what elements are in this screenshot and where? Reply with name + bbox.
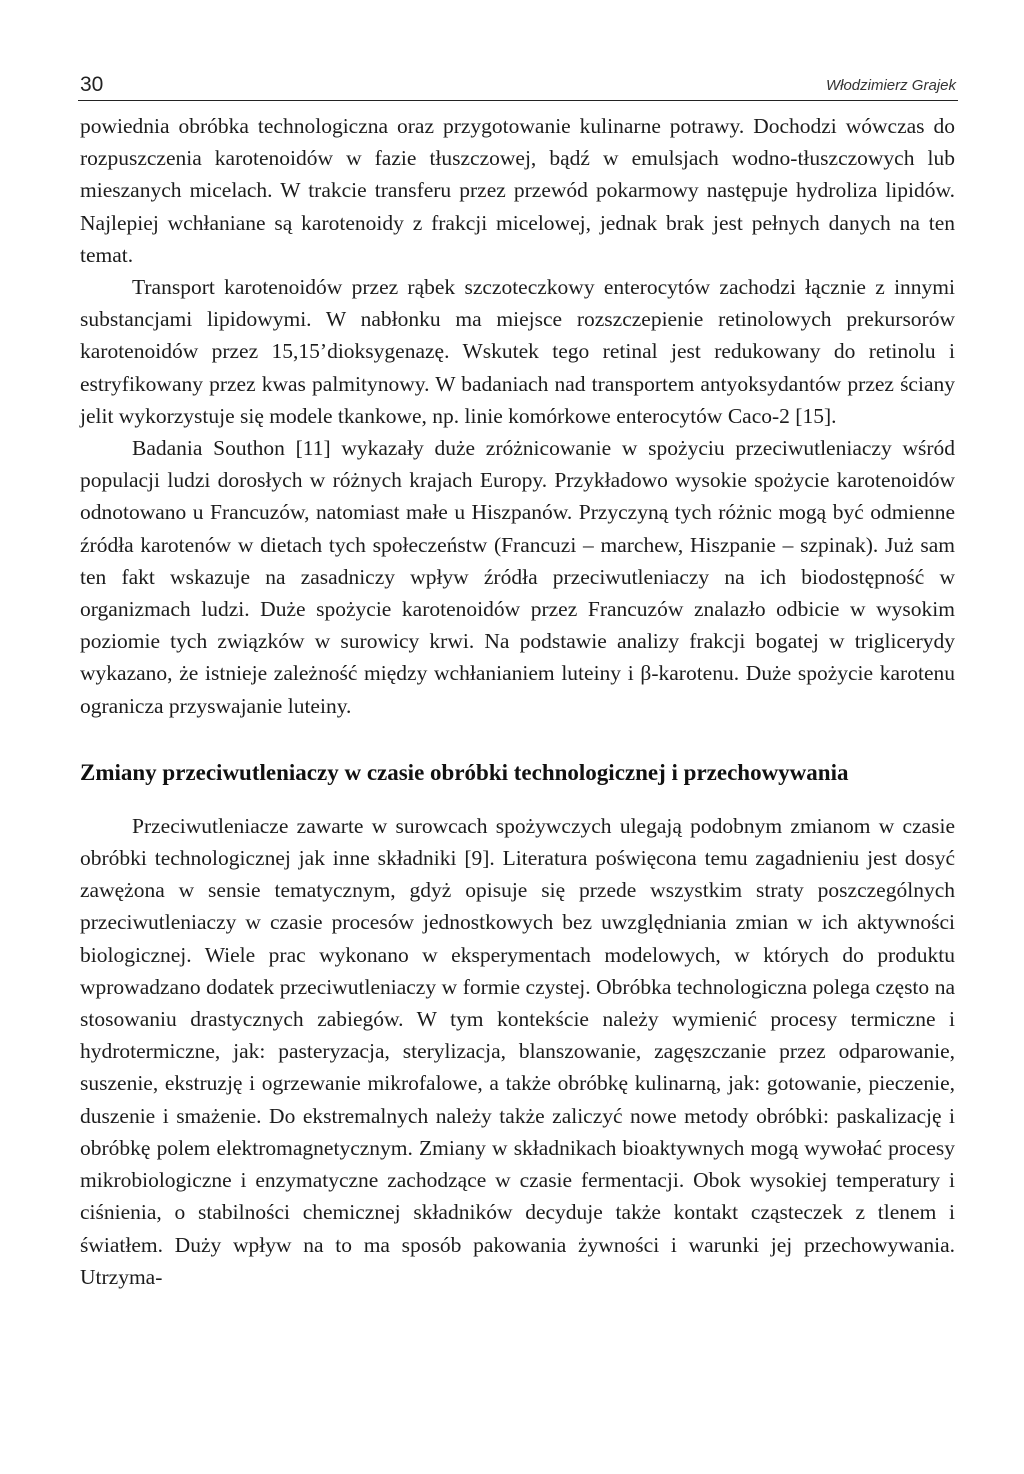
running-head-author: Włodzimierz Grajek [825, 77, 956, 94]
section-heading: Zmiany przeciwutleniaczy w czasie obróbki technologicznej i przechowywania [80, 759, 849, 785]
body-text [80, 110, 955, 1293]
paragraph-southon-study: Badania Southon [11] wykazały duże zróżnicowanie w spożyciu przeciwutleniaczy wśród populacji ludzi dorosłych w różnych krajach Europy. Przykładowo wysokie spożycie karotenoidów odnotowano u Francuzów, natomiast małe u Hiszpanów. Przyczyną tych różnic mogą być odmienne źródła karotenów w dietach tych społeczeństw (Francuzi – marchew, Hiszpanie – szpinak). Już sam ten fakt wskazuje na zasadniczy wpływ źródła przeciwutleniaczy na ich biodostępność w organizmach ludzi. Duże spożycie karotenoidów przez Francuzów znalazło odbicie w wysokim poziomie tych związków w surowicy krwi. Na podstawie analizy frakcji bogatej w triglicerydy wykazano, że istnieje zależność między wchłanianiem luteiny i β-karotenu. Duże spożycie karotenu ogranicza przyswajanie luteiny. [80, 436, 955, 718]
paragraph-continued: powiednia obróbka technologiczna oraz przygotowanie kulinarne potrawy. Dochodzi wówczas do rozpuszczenia karotenoidów w fazie tłuszczowej, bądź w emulsjach wodno-tłuszczowych lub mieszanych micelach. W trakcie transferu przez przewód pokarmowy następuje hydroliza lipidów. Najlepiej wchłaniane są karotenoidy z frakcji micelowej, jednak brak jest pełnych danych na ten temat. [80, 114, 955, 267]
running-header [78, 74, 958, 101]
page-number: 30 [80, 73, 104, 96]
paragraph-transport: Transport karotenoidów przez rąbek szczoteczkowy enterocytów zachodzi łącznie z innymi substancjami lipidowymi. W nabłonku ma miejsce rozszczepienie retinolowych prekursorów karotenoidów przez 15,15’dioksygenazę. Wskutek tego retinal jest redukowany do retinolu i estryfikowany przez kwas palmitynowy. W badaniach nad transportem antyoksydantów przez ściany jelit wykorzystuje się modele tkankowe, np. linie komórkowe enterocytów Caco-2 [15]. [80, 275, 955, 428]
paragraph-processing-changes: Przeciwutleniacze zawarte w surowcach spożywczych ulegają podobnym zmianom w czasie obróbki technologicznej jak inne składniki [9]. Literatura poświęcona temu zagadnieniu jest dosyć zawężona w sensie tematycznym, gdyż opisuje się przede wszystkim straty poszczególnych przeciwutleniaczy w czasie procesów jednostkowych bez uwzględniania zmian w ich aktywności biologicznej. Wiele prac wykonano w eksperymentach modelowych, w których do produktu wprowadzano dodatek przeciwutleniaczy w formie czystej. Obróbka technologiczna polega często na stosowaniu drastycznych zabiegów. W tym kontekście należy wymienić procesy termiczne i hydrotermiczne, jak: pasteryzacja, sterylizacja, blanszowanie, zagęszczanie przez odparowanie, suszenie, ekstruzję i ogrzewanie mikrofalowe, a także obróbkę kulinarną, jak: gotowanie, pieczenie, duszenie i smażenie. Do ekstremalnych należy także zaliczyć nowe metody obróbki: paskalizację i obróbkę polem elektromagnetycznym. Zmiany w składnikach bioaktywnych mogą wywołać procesy mikrobiologiczne i enzymatyczne zachodzące w czasie fermentacji. Obok wysokiej temperatury i ciśnienia, o stabilności chemicznej składników decyduje także kontakt cząsteczek z tlenem i światłem. Duży wpływ na to ma sposób pakowania żywności i warunki jej przechowywania. Utrzyma- [80, 813, 955, 1289]
